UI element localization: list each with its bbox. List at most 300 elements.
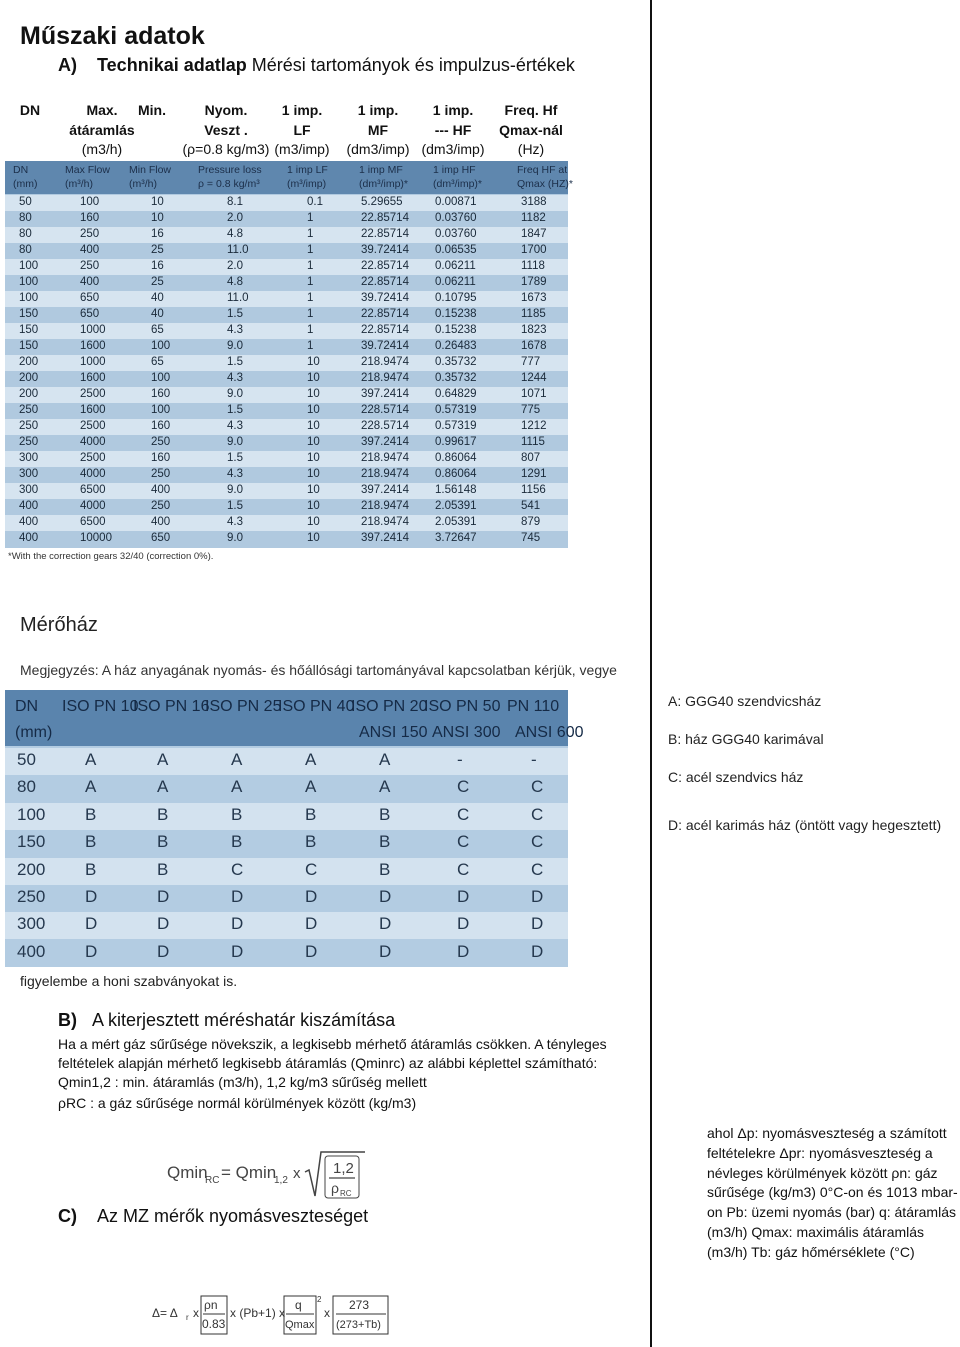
table1-header-unit: (dm³/imp)* [359, 178, 408, 190]
table-cell: 0.35732 [435, 372, 477, 384]
table-cell: C [457, 804, 470, 824]
table-cell: 250 [151, 436, 171, 448]
table-cell: D [379, 914, 392, 934]
table2-header-cell: ISO PN 40 [278, 698, 355, 715]
table-cell: 650 [80, 292, 100, 304]
table-row [5, 227, 568, 243]
table-cell: 300 [19, 468, 39, 480]
table-cell: C [305, 859, 318, 879]
note-text-continued: figyelembe a honi szabványokat is. [20, 973, 238, 989]
table-cell: 100 [151, 340, 171, 352]
table-cell: B [379, 804, 391, 824]
table-cell: 250 [151, 500, 171, 512]
table-cell: 9.0 [227, 340, 243, 352]
table-cell: 2.05391 [435, 500, 477, 512]
table-cell: 160 [151, 388, 171, 400]
table-footnote: *With the correction gears 32/40 (correction 0%). [8, 551, 214, 562]
table-cell: 1115 [521, 436, 545, 448]
table-cell: 218.9474 [361, 372, 409, 384]
table-cell: 250 [19, 436, 39, 448]
table-cell: 0.64829 [435, 388, 477, 400]
table-cell: D [457, 887, 470, 906]
table2-header-cell: ISO PN 16 [133, 698, 210, 715]
table1-header-cell: Freq HF at [517, 164, 568, 176]
table-cell: A [231, 777, 243, 797]
table-cell: 250 [19, 404, 39, 416]
table-cell: C [231, 859, 244, 879]
table-cell: D [305, 914, 318, 934]
table-cell: 1.5 [227, 404, 243, 416]
table-cell: 4.3 [227, 468, 243, 480]
table-cell: 250 [151, 468, 171, 480]
table-cell: - [531, 750, 537, 769]
table-cell: B [379, 832, 391, 852]
table1-header-cell: 1 imp LF [287, 164, 328, 176]
column-header-line: DN [19, 102, 41, 118]
table-cell: 1678 [521, 340, 547, 352]
table-cell: D [531, 941, 544, 961]
formula2-lhs-sub: r [186, 1313, 189, 1322]
table-cell: C [457, 777, 470, 797]
table-cell: 100 [17, 804, 46, 824]
table-cell: 650 [151, 532, 171, 544]
table-cell: 218.9474 [361, 452, 409, 464]
housing-table [5, 690, 584, 967]
table-cell: 100 [151, 372, 171, 384]
table-cell: B [85, 859, 97, 879]
column-header-line: Veszt . [204, 121, 248, 138]
table2-header-cell: ISO PN 25 [205, 698, 282, 715]
table-cell: 1118 [521, 260, 545, 272]
table-cell: 9.0 [227, 436, 243, 448]
table-cell: 1673 [521, 292, 547, 304]
formula2-q-num: q [295, 1298, 302, 1312]
table-cell: 39.72414 [361, 292, 409, 304]
table-cell: A [231, 750, 243, 769]
formula1-eq: = Qmin [221, 1163, 277, 1182]
table-cell: 4000 [80, 500, 106, 512]
table-cell: 9.0 [227, 484, 243, 496]
table-cell: 40 [151, 292, 164, 304]
table-cell: B [231, 804, 243, 824]
formula1-lhs: Qmin [167, 1163, 208, 1182]
table-cell: 1.5 [227, 356, 243, 368]
table-cell: A [305, 750, 317, 769]
table-cell: 80 [19, 212, 32, 224]
table-row [5, 371, 568, 387]
table-cell: D [157, 887, 170, 906]
table-cell: 1244 [521, 372, 547, 384]
column-header-line: Min. [138, 102, 166, 118]
column-header-line: Max. [86, 102, 118, 118]
table-cell: 4.3 [227, 324, 243, 336]
section-b-heading [58, 1010, 395, 1031]
table-row [5, 748, 568, 775]
table-cell: 0.86064 [435, 452, 477, 464]
table-cell: 1700 [521, 244, 547, 256]
table-cell: 2.0 [227, 212, 243, 224]
table-row [5, 858, 568, 885]
table-cell: 200 [19, 372, 39, 384]
table1-header-cell: 1 imp MF [359, 164, 403, 176]
table-cell: B [231, 832, 243, 852]
table-cell: B [85, 804, 97, 824]
column-header-line: 1 imp. [281, 102, 323, 118]
table-cell: 400 [19, 516, 39, 528]
table-cell: 250 [80, 228, 100, 240]
table-row [5, 531, 568, 547]
table-cell: 0.26483 [435, 340, 477, 352]
table-cell: D [85, 914, 98, 934]
table-cell: D [157, 941, 170, 961]
table-cell: 10 [151, 196, 164, 208]
min-flow-formula [165, 1150, 370, 1202]
table-cell: 1291 [521, 468, 547, 480]
table-cell: 40 [151, 308, 164, 320]
table-row [5, 467, 568, 483]
table-cell: 397.2414 [361, 388, 409, 400]
table-cell: 10 [307, 468, 320, 480]
table-cell: 100 [19, 292, 39, 304]
table-cell: 397.2414 [361, 436, 409, 448]
legend-item: C: acél szendvics ház [668, 769, 804, 785]
table-cell: 160 [151, 420, 171, 432]
section-c-label: C) [58, 1206, 77, 1226]
table-cell: 22.85714 [361, 212, 409, 224]
table-row [5, 419, 568, 435]
table-cell: 0.06211 [435, 260, 476, 272]
formula1-eq-sub: 1,2 [274, 1175, 288, 1186]
table-cell: 200 [17, 859, 46, 879]
table-cell: 2500 [80, 420, 106, 432]
table2-header-sub: ANSI 600 [515, 724, 584, 741]
table-cell: C [457, 859, 470, 879]
section-b-line-3: Qmin1,2 : min. átáramlás (m3/h), 1,2 kg/m3 sűrűség mellett [58, 1074, 427, 1090]
table-cell: 1000 [80, 324, 106, 336]
table-row [5, 515, 568, 531]
table-cell: D [379, 887, 392, 906]
table-cell: 1 [307, 244, 314, 256]
table-cell: 300 [17, 914, 46, 934]
table-cell: 400 [151, 516, 171, 528]
table-cell: 0.86064 [435, 468, 477, 480]
table-cell: 4.3 [227, 372, 243, 384]
table-cell: D [231, 941, 244, 961]
table-row [5, 387, 568, 403]
housing-table-header [5, 690, 584, 746]
table1-header-unit: (m³/imp) [287, 178, 327, 190]
table-cell: 1600 [80, 404, 106, 416]
table-cell: A [85, 750, 97, 769]
column-header-line: --- HF [434, 121, 472, 138]
table-cell: B [305, 804, 317, 824]
table-cell: 2500 [80, 388, 106, 400]
column-header-line: (Hz) [517, 141, 545, 157]
note-text: Megjegyzés: A ház anyagának nyomás- és hőállósági tartományával kapcsolatban kérjük, vegye [20, 662, 617, 678]
table-cell: A [379, 750, 391, 769]
column-header-line: LF [293, 121, 311, 138]
table-cell: 1847 [521, 228, 547, 240]
table-cell: 5.29655 [361, 196, 403, 208]
table-cell: 10 [307, 388, 320, 400]
table-cell: 0.03760 [435, 228, 477, 240]
table-cell: 1600 [80, 340, 106, 352]
legend-item: A: GGG40 szendvicsház [668, 693, 822, 709]
table-cell: 1000 [80, 356, 106, 368]
table-cell: 10 [307, 452, 320, 464]
table-cell: 400 [17, 941, 46, 961]
table-cell: 4000 [80, 468, 106, 480]
table-row [5, 211, 568, 227]
formula2-t-num: 273 [349, 1298, 370, 1312]
table-cell: 1182 [521, 212, 546, 224]
table-cell: 745 [521, 532, 541, 544]
table-cell: 0.35732 [435, 356, 477, 368]
table-cell: 4000 [80, 436, 106, 448]
table-cell: 541 [521, 500, 541, 512]
table-cell: 397.2414 [361, 532, 409, 544]
table-cell: B [305, 832, 317, 852]
table-cell: 10 [151, 212, 164, 224]
table-cell: 1 [307, 292, 314, 304]
table-cell: 0.1 [307, 196, 323, 208]
formula2-x2: x (Pb+1) x [230, 1306, 286, 1320]
table1-header-unit: (mm) [13, 178, 38, 190]
table-cell: 80 [19, 228, 32, 240]
table-row [5, 940, 568, 967]
table-cell: C [531, 804, 544, 824]
table-cell: 200 [19, 356, 39, 368]
vertical-divider [650, 0, 652, 1347]
table-cell: 1.5 [227, 308, 243, 320]
table-cell: 9.0 [227, 532, 243, 544]
table-row [5, 451, 568, 467]
table1-header-cell: Pressure loss [198, 164, 262, 176]
table-cell: 1212 [521, 420, 547, 432]
table-cell: 400 [80, 244, 100, 256]
table-cell: 100 [19, 276, 39, 288]
table-cell: D [85, 941, 98, 961]
formula2-x3: x [324, 1306, 330, 1320]
table-cell: 80 [17, 777, 36, 797]
formula2-lhs: Δ= Δ [152, 1306, 178, 1320]
table-cell: 879 [521, 516, 541, 528]
table-cell: 11.0 [227, 244, 249, 256]
table-row [5, 323, 568, 339]
table-cell: 1185 [521, 308, 546, 320]
table-cell: 50 [17, 750, 36, 769]
table-row [5, 775, 568, 802]
table-cell: 0.03760 [435, 212, 477, 224]
table-cell: 6500 [80, 484, 106, 496]
table-cell: 228.5714 [361, 420, 409, 432]
column-header-line: Freq. Hf [504, 102, 558, 118]
table-cell: 150 [19, 308, 39, 320]
table-cell: B [157, 804, 169, 824]
table-cell: 4.3 [227, 420, 243, 432]
table-cell: D [457, 941, 470, 961]
table2-header-cell: ISO PN 20 [351, 698, 428, 715]
table-cell: 9.0 [227, 388, 243, 400]
table-cell: 22.85714 [361, 324, 409, 336]
table-cell: 10 [307, 516, 320, 528]
table2-header-sub: ANSI 150 [359, 724, 428, 741]
section-c-heading [58, 1206, 368, 1227]
table1-header-unit: Qmax (HZ)* [517, 178, 573, 190]
formula1-times: x [293, 1165, 301, 1182]
legend-item: B: ház GGG40 karimával [668, 731, 824, 747]
table-row [5, 885, 568, 912]
table-cell: D [531, 887, 544, 906]
table-cell: 0.10795 [435, 292, 477, 304]
formula1-num: 1,2 [333, 1160, 354, 1177]
table-cell: 300 [19, 452, 39, 464]
table-cell: D [85, 887, 98, 906]
table-cell: 1 [307, 340, 314, 352]
table-cell: 10 [307, 436, 320, 448]
table-cell: 250 [80, 260, 100, 272]
column-header-line: (dm3/imp) [421, 141, 485, 157]
table-row [5, 912, 568, 939]
table-row [5, 830, 568, 857]
table-cell: 400 [19, 500, 39, 512]
table-cell: B [85, 832, 97, 852]
table-cell: 775 [521, 404, 541, 416]
table-cell: D [379, 941, 392, 961]
table-cell: 150 [19, 340, 39, 352]
table-cell: 10 [307, 404, 320, 416]
table-cell: 218.9474 [361, 468, 409, 480]
column-header-line: 1 imp. [357, 102, 399, 118]
table-row [5, 339, 568, 355]
column-header-line: Nyom. [204, 102, 248, 118]
table-cell: 228.5714 [361, 404, 409, 416]
formula2-x1: x [193, 1306, 199, 1320]
table-cell: 218.9474 [361, 356, 409, 368]
table-cell: 0.57319 [435, 404, 477, 416]
table-cell: 0.00871 [435, 196, 477, 208]
table-cell: 200 [19, 388, 39, 400]
table-cell: 16 [151, 260, 164, 272]
table2-header-cell: DN [15, 698, 39, 715]
table-cell: 10 [307, 420, 320, 432]
table-cell: B [379, 859, 391, 879]
table-cell: 1 [307, 228, 314, 240]
table-row [5, 435, 568, 451]
table-cell: D [231, 887, 244, 906]
table-cell: 2.0 [227, 260, 243, 272]
table-cell: 22.85714 [361, 276, 409, 288]
table1-header-cell: DN [13, 164, 29, 176]
section-b-line-1: Ha a mért gáz sűrűsége növekszik, a legkisebb mérhető átáramlás csökken. A tényleges [58, 1036, 607, 1052]
table-cell: 1 [307, 276, 314, 288]
table-cell: 250 [17, 887, 46, 906]
column-header-line: Qmax-nál [499, 121, 563, 138]
table-cell: B [157, 859, 169, 879]
table-cell: 1823 [521, 324, 547, 336]
formula2-n-den: 0.83 [202, 1317, 226, 1331]
table-cell: 65 [151, 356, 164, 368]
table-cell: D [305, 941, 318, 961]
column-header-line: 1 imp. [432, 102, 474, 118]
table-cell: 22.85714 [361, 308, 409, 320]
table1-header-unit: (m³/h) [129, 178, 157, 190]
table-cell: C [531, 859, 544, 879]
table-cell: 400 [151, 484, 171, 496]
table-cell: 10 [307, 500, 320, 512]
formula1-den: ρ [331, 1180, 339, 1196]
section-a-rest: Mérési tartományok és impulzus-értékek [251, 55, 575, 75]
table-cell: 777 [521, 356, 541, 368]
table-cell: 25 [151, 276, 164, 288]
table-cell: 100 [80, 196, 100, 208]
table1-header-cell: 1 imp HF [433, 164, 476, 176]
table-row [5, 307, 568, 323]
table-cell: 400 [80, 276, 100, 288]
table-cell: 4.3 [227, 516, 243, 528]
formula2-q-den: Qmax [285, 1319, 315, 1331]
section-a-heading [58, 55, 575, 76]
table-cell: 250 [19, 420, 39, 432]
column-header-7 [471, 101, 591, 160]
section-b-label: B) [58, 1010, 77, 1030]
table-cell: 39.72414 [361, 340, 409, 352]
table-cell: 150 [19, 324, 39, 336]
table-cell: B [157, 832, 169, 852]
table-cell: 218.9474 [361, 516, 409, 528]
table-cell: 2.05391 [435, 516, 477, 528]
table-cell: 3.72647 [435, 532, 477, 544]
table-row [5, 803, 568, 830]
table-cell: 1.5 [227, 452, 243, 464]
table-cell: 0.15238 [435, 308, 477, 320]
section-a-label: A) [58, 55, 77, 75]
table-cell: 16 [151, 228, 164, 240]
table-cell: A [157, 777, 169, 797]
flow-range-table [5, 161, 573, 548]
table-cell: 39.72414 [361, 244, 409, 256]
table-cell: 2500 [80, 452, 106, 464]
table-cell: C [531, 777, 544, 797]
table-cell: 11.0 [227, 292, 249, 304]
formula2-n-num: ρn [204, 1298, 218, 1312]
table1-header-unit: (m³/h) [65, 178, 93, 190]
table-cell: 1156 [521, 484, 546, 496]
table-cell: D [531, 914, 544, 934]
table-cell: 218.9474 [361, 500, 409, 512]
table-cell: 25 [151, 244, 164, 256]
section-b-title: A kiterjesztett méréshatár kiszámítása [92, 1010, 396, 1030]
table-cell: 10 [307, 532, 320, 544]
column-header-line: átáramlás [69, 121, 135, 138]
table-cell: 807 [521, 452, 541, 464]
table-cell: 1.5 [227, 500, 243, 512]
table-cell: 0.15238 [435, 324, 477, 336]
table-cell: A [85, 777, 97, 797]
section-b-line-4: ρRC : a gáz sűrűsége normál körülmények között (kg/m3) [58, 1095, 417, 1111]
table-row [5, 291, 568, 307]
table-cell: D [157, 914, 170, 934]
table-row [5, 275, 568, 291]
table-cell: 0.99617 [435, 436, 477, 448]
table-cell: 22.85714 [361, 228, 409, 240]
legend-item: D: acél karimás ház (öntött vagy hegesztett) [668, 817, 942, 833]
table-cell: C [457, 832, 470, 852]
table-cell: 1789 [521, 276, 547, 288]
column-header-line: (dm3/imp) [346, 141, 410, 157]
section-c-title: Az MZ mérők nyomásveszteséget [97, 1206, 369, 1226]
table-cell: 3188 [521, 196, 547, 208]
